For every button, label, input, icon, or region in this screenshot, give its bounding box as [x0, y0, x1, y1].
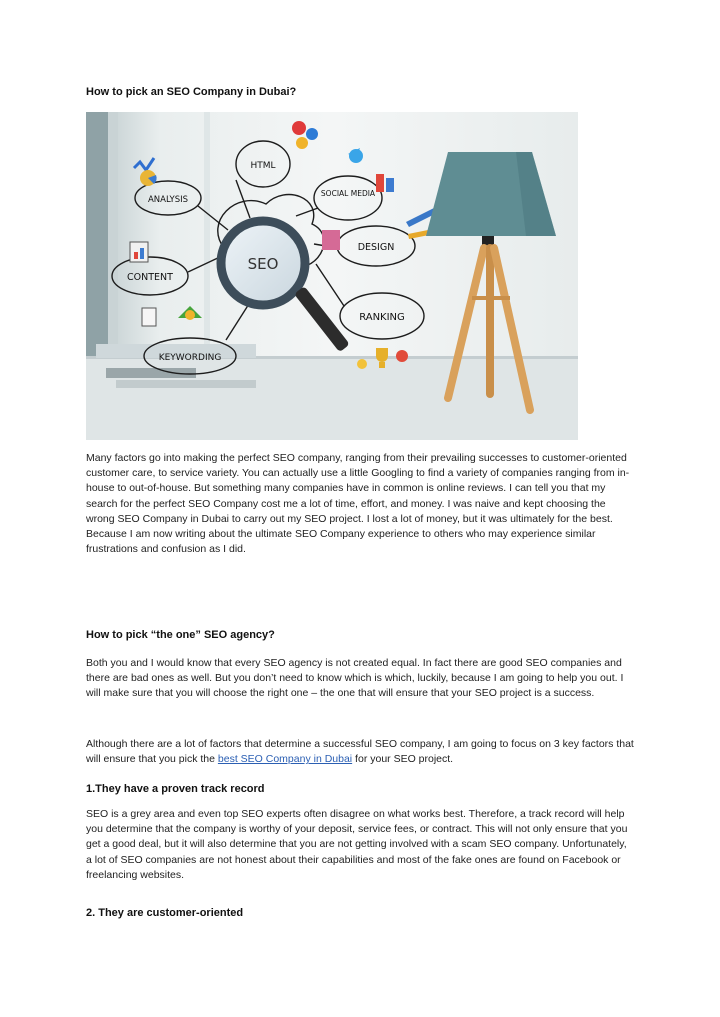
section-paragraph-2-text-before: Although there are a lot of factors that determine a successful SEO company, I am going to focus on 3 key factors that will ensure that you pick the	[86, 738, 634, 766]
point-1-paragraph: SEO is a grey area and even top SEO experts often disagree on what works best. Therefore, a track record will help you determine that the company is worthy of your deposit, service fees, or contract. This will not only ensure that you get a good deal, but it will also determine that you are not getting involved with a scam SEO company. Unfortunately, a lot of SEO companies are not honest about their capabilities and most of the fake ones are found on Facebook or freelancing websites.	[86, 808, 628, 881]
intro-paragraph: Many factors go into making the perfect SEO company, ranging from their prevailing successes to customer-oriented customer care, to service variety. You can actually use a little Googling to find a variety of companies ranging from in-house to out-of-house. But something many companies have in common is online reviews. I can tell you that my search for the perfect SEO Company cost me a lot of time, effort, and money. I was naive and kept choosing the wrong SEO Company in Dubai to carry out my SEO project. I lost a lot of money, but it was ultimately for the best. Because I am now writing about the ultimate SEO Company experience to others who may experience similar frustrations and confusion as I did.	[86, 452, 630, 556]
point-1-heading: 1.They have a proven track record	[86, 783, 265, 795]
hero-label-html: HTML	[250, 161, 276, 171]
section-paragraph-2	[86, 737, 634, 767]
hero-label-content: CONTENT	[127, 272, 173, 283]
hero-label-keywording: KEYWORDING	[158, 353, 222, 363]
hero-label-social-media: SOCIAL MEDIA	[320, 189, 376, 198]
section-paragraph-2-text-after: for your SEO project.	[352, 753, 454, 766]
hero-label-analysis: ANALYSIS	[147, 195, 189, 205]
best-seo-company-link[interactable]: best SEO Company in Dubai	[217, 753, 353, 766]
hero-image	[86, 112, 578, 440]
point-2-heading: 2. They are customer-oriented	[86, 907, 244, 919]
section-paragraph-1: Both you and I would know that every SEO agency is not created equal. In fact there are good SEO companies and there are bad ones as well. But you don’t need to know which is which, luckily, because I am going to help you out. I will make sure that you will choose the right one – the one that will ensure that your SEO project is a success.	[86, 657, 624, 700]
hero-label-ranking: RANKING	[359, 312, 405, 323]
hero-label-seo: SEO	[247, 255, 279, 273]
document-title: How to pick an SEO Company in Dubai?	[86, 86, 297, 98]
hero-label-design: DESIGN	[357, 242, 395, 253]
section-heading: How to pick “the one” SEO agency?	[86, 629, 275, 641]
